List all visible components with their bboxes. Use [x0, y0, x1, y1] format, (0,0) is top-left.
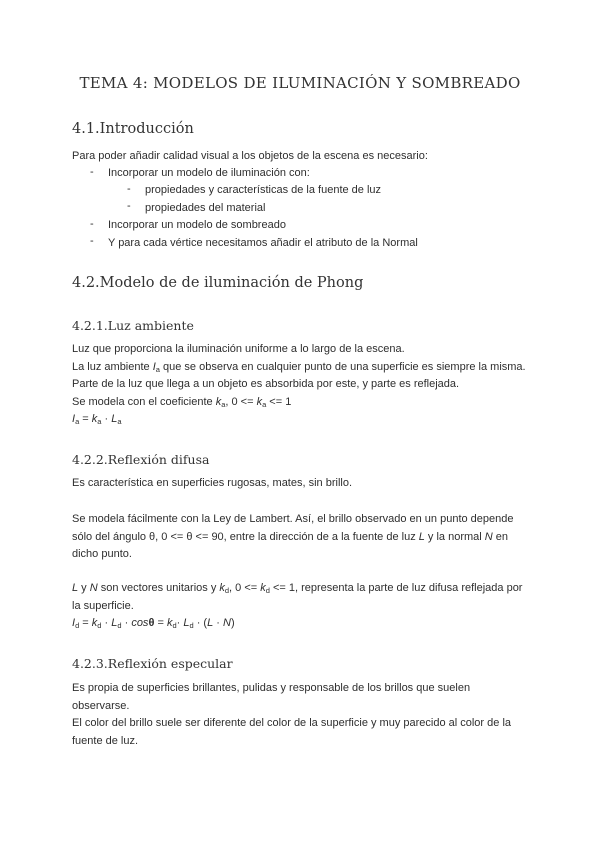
formula-diffuse: $I_d = k_d \cdot L_d \cdot \cos\theta = k_d\cdot L_d \cdot (L \cdot N)$ [72, 617, 235, 630]
paragraph-line: dicho punto. [72, 548, 132, 560]
list-item: propiedades del material [145, 201, 266, 214]
paragraph-line: Luz que proporciona la iluminación uniforme a lo largo de la escena. [72, 343, 405, 355]
paragraph-line: Se modela fácilmente con la Ley de Lambert. Así, el brillo observado en un punto depende [72, 513, 514, 525]
paragraph-line: Parte de la luz que llega a un objeto es absorbida por este, y parte es reflejada. [72, 378, 460, 390]
paragraph-line: L y N son vectores unitarios y $k_d$, $0 <= k_d <= 1$, representa la parte de luz difusa reflejada por [72, 582, 523, 595]
list-item: Incorporar un modelo de iluminación con: [108, 167, 310, 179]
document-title: TEMA 4: MODELOS DE ILUMINACIÓN Y SOMBREADO [79, 74, 521, 92]
bullet-dash: - [127, 183, 131, 195]
section-heading-introduccion: 4.1.Introducción [72, 121, 194, 137]
paragraph-line: Es característica en superficies rugosas, mates, sin brillo. [72, 477, 353, 489]
subsection-heading-reflexion-difusa: 4.2.2.Reflexión difusa [72, 452, 210, 467]
paragraph-line: Es propia de superficies brillantes, pulidas y responsable de los brillos que suelen [72, 682, 471, 694]
bullet-dash: - [127, 200, 131, 212]
paragraph-line: la superficie. [72, 599, 134, 612]
bullet-dash: - [90, 166, 94, 178]
subsection-heading-luz-ambiente: 4.2.1.Luz ambiente [72, 318, 194, 333]
formula-ambient: $I_a = k_a \cdot L_a$ [72, 413, 122, 426]
bullet-dash: - [90, 218, 94, 230]
paragraph-line: El color del brillo suele ser diferente del color de la superficie y muy parecido al color de la [72, 717, 512, 729]
paragraph-line: La luz ambiente $I_a$ que se observa en cualquier punto de una superficie es siempre la misma. [72, 360, 526, 374]
intro-paragraph: Para poder añadir calidad visual a los objetos de la escena es necesario: [72, 150, 428, 162]
list-item: Y para cada vértice necesitamos añadir el atributo de la Normal [108, 236, 418, 249]
list-item: propiedades y características de la fuente de luz [145, 184, 382, 196]
paragraph-line: observarse. [72, 699, 130, 712]
paragraph-line: Se modela con el coeficiente $k_a$, $0 <= k_a <= 1$ [72, 395, 292, 409]
bullet-dash: - [90, 235, 94, 247]
paragraph-line: sólo del ángulo θ, 0 <= θ <= 90, entre la dirección de a la fuente de luz L y la normal N en [72, 530, 509, 543]
paragraph-line: fuente de luz. [72, 734, 139, 747]
section-heading-phong: 4.2.Modelo de de iluminación de Phong [72, 275, 364, 291]
subsection-heading-reflexion-especular: 4.2.3.Reflexión especular [72, 656, 233, 671]
list-item: Incorporar un modelo de sombreado [108, 219, 286, 231]
